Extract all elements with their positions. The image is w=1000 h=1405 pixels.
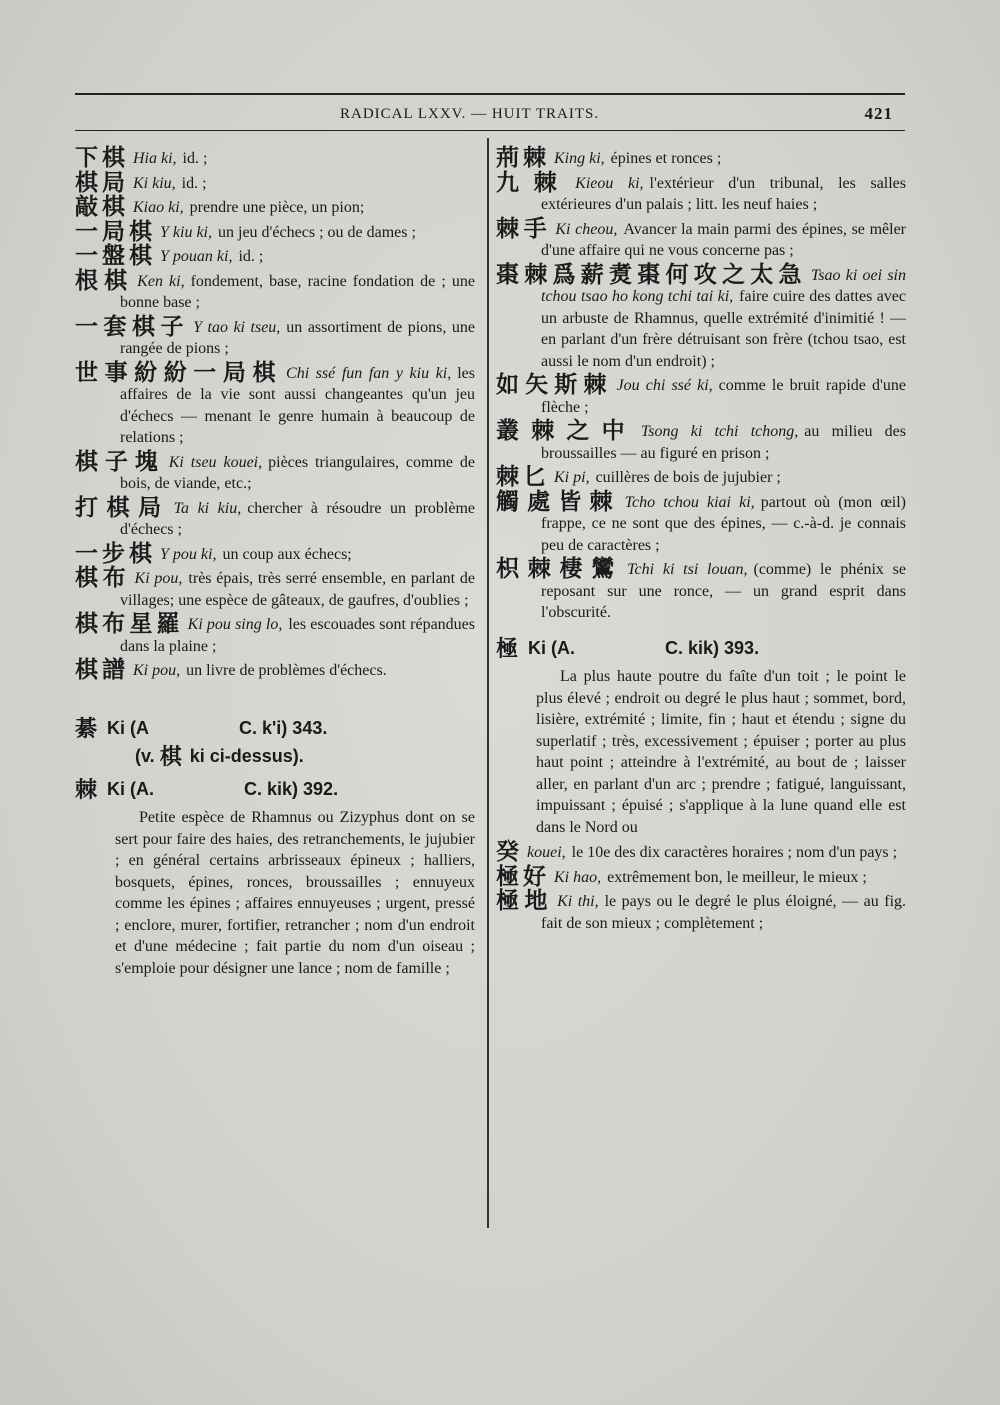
entry-definition: un jeu d'échecs ; ou de dames ; <box>218 223 416 241</box>
entry-definition: fondement, base, racine fondation de ; une bonne base ; <box>120 272 475 311</box>
heading-code: C. kik) 392. <box>244 778 339 799</box>
entry-romanization: Chi ssé fun fan y kiu ki, <box>286 364 452 382</box>
column-divider <box>487 138 489 1228</box>
dictionary-entry <box>75 145 475 171</box>
header-rule-top <box>75 93 905 95</box>
entry-definition: id. ; <box>182 150 208 167</box>
header-rule-bottom <box>75 130 905 131</box>
heading-ki-343-reference <box>135 746 475 769</box>
heading-label: Ki (A. <box>107 778 155 799</box>
entry-definition: extrêmement bon, le meilleur, le mieux ; <box>607 868 867 886</box>
reference-pre: (v. <box>135 746 155 766</box>
dictionary-entry <box>75 243 475 269</box>
entry-characters: 一盤棋 <box>75 243 156 269</box>
left-column <box>75 145 476 983</box>
entry-romanization: Tsong ki tchi tchong, <box>640 423 799 440</box>
entry-characters: 九棘 <box>496 169 572 196</box>
entry-definition: partout où (mon œil) frappe, ce ne sont que des épines, — c.-à-d. je connais peu de caractères ; <box>541 493 907 554</box>
entry-romanization: kouei, <box>527 844 566 861</box>
definition-ki-393-continued <box>496 839 906 865</box>
entry-romanization: King ki, <box>554 150 605 167</box>
entry-definition: prendre une pièce, un pion; <box>189 199 365 216</box>
dictionary-entry <box>496 888 907 934</box>
entry-characters: 叢棘之中 <box>496 418 637 444</box>
dictionary-entry <box>75 448 476 495</box>
reference-post: ki ci-dessus). <box>189 746 304 766</box>
dictionary-entry <box>496 418 907 464</box>
entry-romanization: Hia ki, <box>133 150 177 167</box>
heading-label: Ki (A. <box>528 637 576 658</box>
dictionary-entry <box>496 372 907 418</box>
entry-romanization: Ki pou sing lo, <box>187 616 283 633</box>
entry-definition: cuillères de bois de jujubier ; <box>595 469 781 486</box>
entry-characters: 下棋 <box>75 145 129 171</box>
entry-characters: 枳棘棲鸞 <box>496 556 624 582</box>
entry-characters: 棋子塊 <box>75 448 165 475</box>
entry-characters: 棋布 <box>75 565 131 591</box>
entry-romanization: Y tao ki tseu, <box>193 318 281 336</box>
dictionary-entry <box>75 611 476 657</box>
entry-definition: id. ; <box>181 174 207 192</box>
dictionary-entry <box>75 218 475 245</box>
entry-romanization: Y pou ki, <box>160 545 217 563</box>
dictionary-entry <box>75 267 475 314</box>
entry-romanization: Ki pou, <box>134 570 183 587</box>
entry-characters: 棋布星羅 <box>75 611 184 637</box>
definition-ki-393: La plus haute poutre du faîte d'un toit ; le point le plus élevé ; endroit ou degré le plus haut ; sommet, bord, lisière, extrémité ; limite, fin ; haut et étendu ; signe du superlatif ; très, excessivement ; épuiser ; porter au plus haut point ; atteindre à l'extrémité, au bout de ; laisser aller, en parlant d'un arc ; prendre ; fatigué, languissant, impuissant ; épuisé ; s'applique à la lune quand elle est dans le Nord ou <box>536 668 906 836</box>
dictionary-entry <box>496 215 907 262</box>
entry-romanization: Ken ki, <box>137 272 185 290</box>
entry-characters: 敲棋 <box>75 194 129 220</box>
entry-characters: 一步棋 <box>75 540 156 567</box>
right-entry-list <box>496 145 907 624</box>
dictionary-entry <box>75 540 475 567</box>
dictionary-entry <box>496 145 906 171</box>
dictionary-entry <box>75 565 475 611</box>
entry-definition: le 10e des dix caractères horaires ; nom d'un pays ; <box>571 844 898 861</box>
heading-label: Ki (A <box>107 717 150 738</box>
entry-definition: très épais, très serré ensemble, en parlant de villages; une espèce de gâteaux, de gaufres, d'oublies ; <box>120 570 475 609</box>
entry-romanization: Kieou ki, <box>575 174 644 192</box>
entry-characters: 棘匕 <box>496 464 550 490</box>
entry-definition: un coup aux échecs; <box>222 545 352 563</box>
entry-characters: 一局棋 <box>75 218 156 245</box>
header-title: RADICAL LXXV. — HUIT TRAITS. <box>340 106 600 122</box>
entry-romanization: Tsao ki oei sin tchou tsao ho kong tchi tai ki, <box>541 266 907 305</box>
page-number: 421 <box>864 104 893 123</box>
entry-definition: épines et ronces ; <box>610 150 722 167</box>
reference-character: 棋 <box>159 745 186 770</box>
entry-definition: (comme) le phénix se reposant sur une ronce, — un grand esprit dans l'obscurité. <box>541 561 906 621</box>
entry-definition: un assortiment de pions, une rangée de pions ; <box>120 318 476 357</box>
dictionary-entry <box>75 194 475 220</box>
entry-romanization: Tcho tchou kiai ki, <box>624 493 755 511</box>
entry-characters: 一套棋子 <box>75 313 190 340</box>
dictionary-entry <box>496 464 906 490</box>
entry-definition: faire cuire des dattes avec un arbuste de Rhamnus, quelle extrémité d'inimitié ! — en parlant d'un frère détruisant son frère (tchou tsao, est aussi le nom d'un endroit) ; <box>541 288 907 370</box>
entry-romanization: Ki thi, <box>557 893 599 910</box>
heading-ki-393 <box>496 638 906 661</box>
left-entry-list <box>75 145 476 683</box>
entry-characters: 觸處皆棘 <box>496 488 621 515</box>
entry-romanization: Ki pi, <box>554 469 590 486</box>
entry-definition: le pays ou le degré le plus éloigné, — au fig. fait de son mieux ; complètement ; <box>541 893 907 932</box>
heading-ki-392 <box>75 779 475 802</box>
entry-romanization: Ki tseu kouei, <box>168 453 263 471</box>
entry-characters: 極地 <box>496 888 554 914</box>
right-entry-list-2 <box>496 863 907 935</box>
entry-characters: 如矢斯棘 <box>496 372 613 398</box>
entry-characters: 極好 <box>496 863 550 890</box>
entry-definition: pièces triangulaires, comme de bois, de viande, etc.; <box>120 453 476 492</box>
entry-definition: les escouades sont répandues dans la plaine ; <box>120 616 476 655</box>
entry-definition: l'extérieur d'un tribunal, les salles extérieures d'un palais ; litt. les neuf haies ; <box>541 174 907 213</box>
heading-code: C. kik) 393. <box>665 637 760 658</box>
entry-characters: 打棋局 <box>75 494 170 521</box>
entry-characters: 癸 <box>496 839 523 865</box>
entry-definition: les affaires de la vie sont aussi changeantes qu'un jeu d'échecs — menant le genre humain à beaucoup de relations ; <box>120 364 475 446</box>
entry-definition: comme le bruit rapide d'une flèche ; <box>541 377 907 416</box>
entry-characters: 棋譜 <box>75 657 129 683</box>
entry-characters: 棗棘爲薪煑棗何攻之太急 <box>496 261 807 288</box>
dictionary-entry <box>496 169 907 216</box>
entry-romanization: Ki cheou, <box>555 220 618 238</box>
entry-definition: au milieu des broussailles — au figuré en prison ; <box>541 423 907 462</box>
entry-definition: chercher à résoudre un problème d'échecs ; <box>120 499 476 538</box>
dictionary-entry <box>75 494 476 541</box>
entry-characters: 棘手 <box>496 215 552 242</box>
entry-romanization: Ta ki kiu, <box>173 499 242 517</box>
entry-romanization: Tchi ki tsi louan, <box>627 561 748 578</box>
dictionary-entry <box>75 169 475 196</box>
entry-characters: 棋局 <box>75 169 129 196</box>
entry-romanization: Y pouan ki, <box>160 248 233 265</box>
entry-definition: un livre de problèmes d'échecs. <box>186 662 387 679</box>
heading-code: C. k'i) 343. <box>239 717 328 738</box>
dictionary-entry <box>496 556 906 624</box>
entry-romanization: Y kiu ki, <box>160 223 212 241</box>
running-header <box>75 102 905 126</box>
dictionary-entry <box>75 313 476 360</box>
dictionary-entry <box>496 488 907 557</box>
heading-character: 綦 <box>75 716 102 742</box>
entry-characters: 荊棘 <box>496 145 550 171</box>
heading-character: 棘 <box>75 777 102 803</box>
entry-characters: 根棋 <box>75 267 134 294</box>
entry-romanization: Ki hao, <box>554 868 602 886</box>
entry-definition: Avancer la main parmi des épines, se mêler d'une affaire qui ne vous concerne pas ; <box>541 220 907 259</box>
heading-ki-343 <box>75 718 475 741</box>
dictionary-entry <box>75 359 475 449</box>
dictionary-entry <box>496 261 907 373</box>
entry-characters: 世事紛紛一局棋 <box>75 359 283 386</box>
definition-ki-392: Petite espèce de Rhamnus ou Zizyphus dont on se sert pour faire des haies, des retranchements, le jujubier ; en général certains arbrisseaux épineux ; halliers, bosquets, épines, ronces, broussailles ; ennuyeux comme les épines ; affaires ennuyeuses ; urgent, pressé ; enclore, murer, fortifier, retrancher ; nom d'un endroit et d'une médecine ; fait partie du nom d'un oiseau ; s'emploie pour désigner une lance ; nom de famille ; <box>115 809 475 977</box>
entry-romanization: Ki pou, <box>133 662 181 679</box>
heading-character: 極 <box>496 636 523 662</box>
dictionary-entry <box>496 863 906 890</box>
entry-romanization: Kiao ki, <box>133 199 184 216</box>
entry-romanization: Jou chi ssé ki, <box>616 377 713 394</box>
entry-romanization: Ki kiu, <box>133 174 176 192</box>
dictionary-entry <box>75 657 475 683</box>
entry-definition: id. ; <box>238 248 264 265</box>
right-column <box>496 145 907 937</box>
